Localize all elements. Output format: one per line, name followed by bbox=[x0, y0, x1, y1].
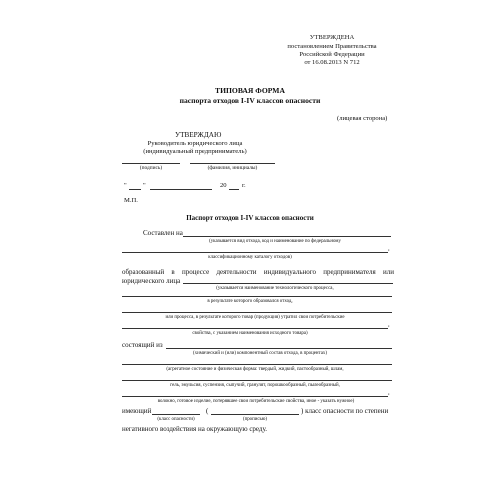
date-month-line bbox=[150, 189, 212, 190]
formed-in-caption1: (указывается наименование технологического процесса, bbox=[216, 286, 334, 291]
form-title-line2: паспорта отходов I-IV классов опасности bbox=[179, 96, 321, 105]
consisting-of-line1 bbox=[166, 348, 392, 349]
having-caption-class: (класс опасности) bbox=[157, 417, 195, 422]
approve-role1: Руководитель юридического лица bbox=[147, 140, 243, 147]
formed-in-caption2: в результате которого образовался отход, bbox=[207, 299, 293, 304]
signature-caption: (подпись) bbox=[139, 165, 163, 171]
having-text-after: ) класс опасности по степени bbox=[301, 407, 389, 415]
formed-in-line3 bbox=[122, 312, 392, 313]
date-year-line bbox=[229, 189, 239, 190]
composed-for-label: Составлен на bbox=[143, 229, 183, 237]
consisting-of-comma: , bbox=[388, 389, 390, 396]
date-year-suffix: г. bbox=[242, 182, 246, 189]
consisting-of-caption1: (химический и (или) компонентный состав отхода, в процентах) bbox=[193, 351, 327, 356]
consisting-of-caption4: волокно, готовое изделие, потерявшее свои потребительские свойства, иное - указать нужное) bbox=[157, 399, 355, 404]
consisting-of-caption3: гель, эмульсия, суспензия, сыпучий, гранулят, порошкообразный, пылеобразный, bbox=[170, 383, 340, 388]
composed-for-caption1: (указывается вид отхода, код и наименование по федеральному bbox=[209, 239, 341, 244]
date-quote-close: " bbox=[143, 182, 146, 189]
form-title-line1: ТИПОВАЯ ФОРМА bbox=[215, 86, 285, 95]
approval-line3: от 16.08.2013 N 712 bbox=[304, 59, 360, 66]
consisting-of-line4 bbox=[122, 396, 388, 397]
name-line bbox=[190, 163, 275, 164]
formed-in-line1 bbox=[183, 283, 393, 284]
approve-role2: (индивидуальный предприниматель) bbox=[143, 148, 247, 155]
composed-for-line bbox=[183, 236, 391, 237]
date-day-line bbox=[129, 189, 141, 190]
face-side-label: (лицевая сторона) bbox=[337, 115, 388, 122]
stamp-label: М.П. bbox=[124, 197, 138, 204]
date-quote-open: " bbox=[124, 182, 127, 189]
approve-title: УТВЕРЖДАЮ bbox=[175, 131, 222, 139]
approval-line1: постановлением Правительства bbox=[287, 43, 377, 50]
consisting-of-caption2: (агрегатное состояние и физическая форма: твердый, жидкий, пастообразный, шлам, bbox=[166, 367, 344, 372]
composed-for-comma: , bbox=[388, 245, 390, 252]
consisting-of-label: состоящий из bbox=[122, 341, 163, 349]
formed-in-text2: юридического лица bbox=[122, 277, 181, 285]
composed-for-caption2: классификационному каталогу отходов) bbox=[208, 255, 292, 260]
having-words-line bbox=[211, 414, 299, 415]
date-year-prefix: 20 bbox=[220, 182, 227, 189]
formed-in-comma: , bbox=[388, 321, 390, 328]
having-text2: негативного воздействия на окружающую среду. bbox=[122, 425, 268, 433]
name-caption: (фамилия, инициалы) bbox=[207, 165, 258, 171]
passport-title: Паспорт отходов I-IV классов опасности bbox=[186, 214, 314, 222]
formed-in-text1: образованный в процессе деятельности индивидуального предпринимателя или bbox=[122, 268, 394, 276]
formed-in-caption4: свойства, с указанием наименования исходного товара) bbox=[192, 331, 308, 336]
formed-in-line2 bbox=[122, 296, 392, 297]
signature-line bbox=[122, 163, 180, 164]
approval-title: УТВЕРЖДЕНА bbox=[309, 34, 355, 41]
consisting-of-line3 bbox=[122, 380, 392, 381]
consisting-of-line2 bbox=[122, 364, 392, 365]
composed-for-line2 bbox=[122, 252, 388, 253]
having-paren-open: ( bbox=[206, 407, 209, 415]
formed-in-line4 bbox=[122, 328, 388, 329]
having-class-line bbox=[152, 414, 200, 415]
approval-line2: Российской Федерации bbox=[299, 51, 365, 58]
formed-in-caption3: или процесса, в результате которого товар (продукция) утратил свои потребительские bbox=[165, 315, 345, 320]
having-label: имеющий bbox=[122, 407, 152, 415]
having-caption-words: (прописью) bbox=[242, 417, 268, 422]
